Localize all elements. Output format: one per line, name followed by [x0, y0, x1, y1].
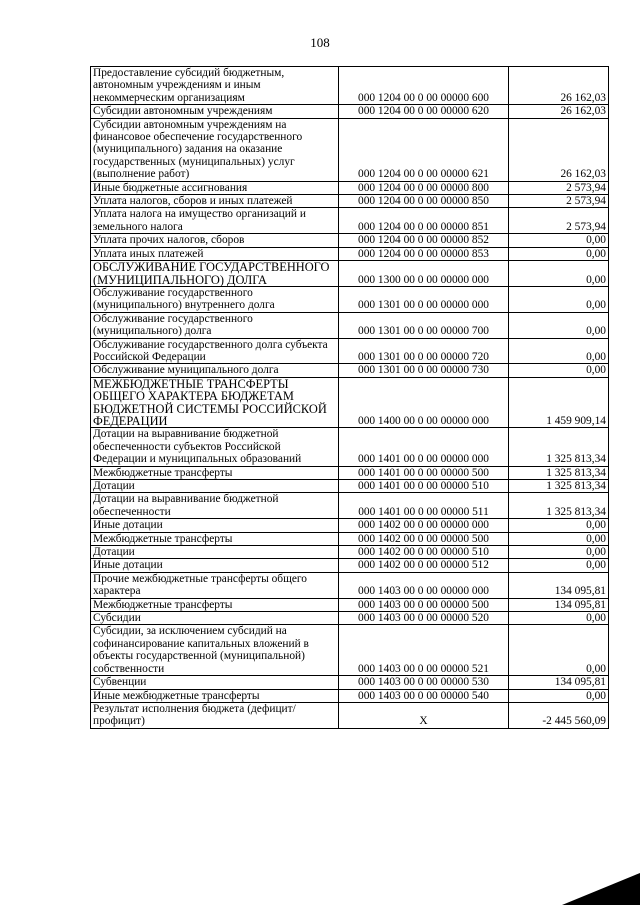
row-amount-cell: 26 162,03	[509, 105, 609, 118]
table-row	[91, 676, 609, 689]
table-row	[91, 702, 609, 728]
row-code-cell: 000 1403 00 0 00 00000 530	[339, 676, 509, 689]
budget-table-body	[91, 67, 609, 729]
row-code-cell: 000 1204 00 0 00 00000 800	[339, 181, 509, 194]
budget-table	[90, 66, 609, 729]
row-amount-cell: 0,00	[509, 625, 609, 676]
row-name-cell: Уплата налога на имущество организаций и земельного налога	[91, 208, 339, 234]
row-amount-cell: 26 162,03	[509, 67, 609, 105]
table-row	[91, 428, 609, 466]
row-name-cell: Прочие межбюджетные трансферты общего характера	[91, 572, 339, 598]
row-name-cell: Дотации	[91, 546, 339, 559]
row-name-cell: Субсидии, за исключением субсидий на софинансирование капитальных вложений в объекты государственной (муниципальной) собственности	[91, 625, 339, 676]
row-amount-cell: 2 573,94	[509, 208, 609, 234]
table-row	[91, 466, 609, 479]
row-code-cell: 000 1401 00 0 00 00000 500	[339, 466, 509, 479]
row-name-cell: Обслуживание муниципального долга	[91, 364, 339, 377]
row-amount-cell: 0,00	[509, 364, 609, 377]
row-code-cell: 000 1300 00 0 00 00000 000	[339, 261, 509, 287]
row-code-cell: 000 1204 00 0 00 00000 851	[339, 208, 509, 234]
table-row	[91, 480, 609, 493]
row-amount-cell: 0,00	[509, 532, 609, 545]
table-row	[91, 598, 609, 611]
row-code-cell: 000 1204 00 0 00 00000 621	[339, 118, 509, 181]
table-row	[91, 312, 609, 338]
row-name-cell: Межбюджетные трансферты	[91, 598, 339, 611]
row-code-cell: 000 1401 00 0 00 00000 510	[339, 480, 509, 493]
row-code-cell: 000 1301 00 0 00 00000 730	[339, 364, 509, 377]
row-name-cell: Субсидии автономным учреждениям	[91, 105, 339, 118]
row-code-cell: X	[339, 702, 509, 728]
table-row	[91, 195, 609, 208]
table-row	[91, 208, 609, 234]
table-row	[91, 519, 609, 532]
row-amount-cell: 2 573,94	[509, 195, 609, 208]
row-name-cell: Дотации на выравнивание бюджетной обеспеченности	[91, 493, 339, 519]
row-name-cell: Уплата налогов, сборов и иных платежей	[91, 195, 339, 208]
row-code-cell: 000 1204 00 0 00 00000 600	[339, 67, 509, 105]
table-row	[91, 286, 609, 312]
row-name-cell: Уплата прочих налогов, сборов	[91, 234, 339, 247]
row-amount-cell: 1 325 813,34	[509, 466, 609, 479]
row-code-cell: 000 1301 00 0 00 00000 000	[339, 286, 509, 312]
table-row	[91, 532, 609, 545]
row-amount-cell: 0,00	[509, 546, 609, 559]
table-row	[91, 181, 609, 194]
row-name-cell: Иные дотации	[91, 519, 339, 532]
row-code-cell: 000 1204 00 0 00 00000 620	[339, 105, 509, 118]
table-row	[91, 493, 609, 519]
table-row	[91, 338, 609, 364]
row-amount-cell: 0,00	[509, 234, 609, 247]
row-code-cell: 000 1204 00 0 00 00000 850	[339, 195, 509, 208]
corner-triangle-mark	[562, 873, 640, 905]
table-row	[91, 625, 609, 676]
row-name-cell: Иные межбюджетные трансферты	[91, 689, 339, 702]
row-code-cell: 000 1402 00 0 00 00000 510	[339, 546, 509, 559]
row-name-cell: Дотации на выравнивание бюджетной обеспеченности субъектов Российской Федерации и муниципальных образований	[91, 428, 339, 466]
row-code-cell: 000 1400 00 0 00 00000 000	[339, 377, 509, 428]
row-name-cell: Субвенции	[91, 676, 339, 689]
table-row	[91, 247, 609, 260]
table-row	[91, 234, 609, 247]
row-name-cell: ОБСЛУЖИВАНИЕ ГОСУДАРСТВЕННОГО (МУНИЦИПАЛЬНОГО) ДОЛГА	[91, 261, 339, 287]
row-amount-cell: 0,00	[509, 559, 609, 572]
row-name-cell: Субсидии автономным учреждениям на финансовое обеспечение государственного (муниципального) задания на оказание государственных (муниципальных) услуг (выполнение работ)	[91, 118, 339, 181]
row-name-cell: МЕЖБЮДЖЕТНЫЕ ТРАНСФЕРТЫ ОБЩЕГО ХАРАКТЕРА БЮДЖЕТАМ БЮДЖЕТНОЙ СИСТЕМЫ РОССИЙСКОЙ ФЕДЕРАЦИИ	[91, 377, 339, 428]
row-name-cell: Уплата иных платежей	[91, 247, 339, 260]
page-number: 108	[310, 35, 330, 50]
row-code-cell: 000 1403 00 0 00 00000 521	[339, 625, 509, 676]
row-amount-cell: 1 325 813,34	[509, 493, 609, 519]
row-amount-cell: 0,00	[509, 312, 609, 338]
table-row	[91, 612, 609, 625]
table-row	[91, 689, 609, 702]
row-amount-cell: 0,00	[509, 612, 609, 625]
table-row	[91, 364, 609, 377]
row-name-cell: Обслуживание государственного долга субъекта Российской Федерации	[91, 338, 339, 364]
row-amount-cell: 26 162,03	[509, 118, 609, 181]
row-amount-cell: 0,00	[509, 247, 609, 260]
row-code-cell: 000 1403 00 0 00 00000 500	[339, 598, 509, 611]
row-amount-cell: 1 325 813,34	[509, 428, 609, 466]
row-code-cell: 000 1204 00 0 00 00000 852	[339, 234, 509, 247]
table-row	[91, 572, 609, 598]
row-code-cell: 000 1402 00 0 00 00000 512	[339, 559, 509, 572]
table-row	[91, 261, 609, 287]
row-amount-cell: 0,00	[509, 519, 609, 532]
row-name-cell: Обслуживание государственного (муниципального) внутреннего долга	[91, 286, 339, 312]
row-name-cell: Субсидии	[91, 612, 339, 625]
table-row	[91, 546, 609, 559]
row-code-cell: 000 1403 00 0 00 00000 540	[339, 689, 509, 702]
row-amount-cell: 134 095,81	[509, 572, 609, 598]
row-code-cell: 000 1403 00 0 00 00000 520	[339, 612, 509, 625]
row-amount-cell: 134 095,81	[509, 598, 609, 611]
row-name-cell: Иные бюджетные ассигнования	[91, 181, 339, 194]
row-amount-cell: 0,00	[509, 261, 609, 287]
row-code-cell: 000 1402 00 0 00 00000 000	[339, 519, 509, 532]
row-code-cell: 000 1204 00 0 00 00000 853	[339, 247, 509, 260]
row-name-cell: Обслуживание государственного (муниципального) долга	[91, 312, 339, 338]
row-code-cell: 000 1301 00 0 00 00000 700	[339, 312, 509, 338]
row-name-cell: Межбюджетные трансферты	[91, 466, 339, 479]
table-row	[91, 559, 609, 572]
row-code-cell: 000 1301 00 0 00 00000 720	[339, 338, 509, 364]
row-name-cell: Иные дотации	[91, 559, 339, 572]
row-amount-cell: 2 573,94	[509, 181, 609, 194]
row-name-cell: Предоставление субсидий бюджетным, автономным учреждениям и иным некоммерческим организациям	[91, 67, 339, 105]
row-amount-cell: 134 095,81	[509, 676, 609, 689]
row-amount-cell: 0,00	[509, 338, 609, 364]
row-amount-cell: 0,00	[509, 689, 609, 702]
row-code-cell: 000 1401 00 0 00 00000 000	[339, 428, 509, 466]
table-row	[91, 67, 609, 105]
row-amount-cell: 1 459 909,14	[509, 377, 609, 428]
row-code-cell: 000 1403 00 0 00 00000 000	[339, 572, 509, 598]
table-row	[91, 118, 609, 181]
table-row	[91, 377, 609, 428]
row-code-cell: 000 1401 00 0 00 00000 511	[339, 493, 509, 519]
row-name-cell: Результат исполнения бюджета (дефицит/профицит)	[91, 702, 339, 728]
row-name-cell: Дотации	[91, 480, 339, 493]
row-code-cell: 000 1402 00 0 00 00000 500	[339, 532, 509, 545]
row-amount-cell: 1 325 813,34	[509, 480, 609, 493]
row-name-cell: Межбюджетные трансферты	[91, 532, 339, 545]
row-amount-cell: 0,00	[509, 286, 609, 312]
table-row	[91, 105, 609, 118]
row-amount-cell: -2 445 560,09	[509, 702, 609, 728]
